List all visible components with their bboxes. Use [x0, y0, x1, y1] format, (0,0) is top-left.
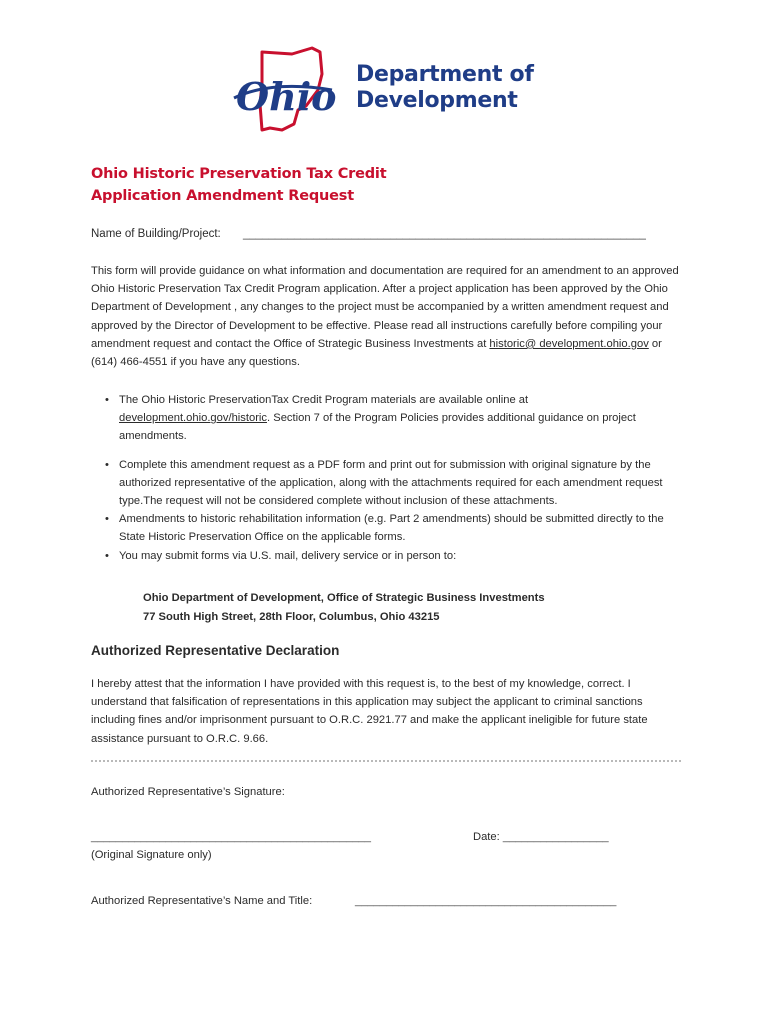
- ohio-state-outline-icon: [232, 44, 352, 136]
- name-title-label: Authorized Representative’s Name and Title:: [91, 895, 313, 907]
- contact-email-link[interactable]: historic@ development.ohio.gov: [489, 337, 649, 350]
- title-line-2: Application Amendment Request: [91, 188, 354, 204]
- date-label: Date:: [473, 831, 503, 843]
- date-field[interactable]: _________________: [502, 831, 609, 843]
- program-materials-link[interactable]: development.ohio.gov/historic: [119, 412, 268, 425]
- date-row: [473, 831, 609, 843]
- department-line-1: Department of: [356, 62, 534, 87]
- declaration-text: I hereby attest that the information I have provided with this request is, to the best of my knowledge, correct. I understand that falsification of representations in this application may subject the applicant to criminal sanctions including fines and/or imprisonment pursuant to O.R.C. 2921.77 and make the applicant ineligible for future state assistance pursuant to O.R.C. 9.66.: [91, 678, 648, 745]
- bullet-icon: •: [105, 394, 109, 406]
- signature-label: Authorized Representative’s Signature:: [91, 786, 285, 798]
- list-item: • You may submit forms via U.S. mail, delivery service or in person to:: [105, 547, 675, 565]
- declaration-heading: Authorized Representative Declaration: [91, 643, 340, 658]
- title-line-1: Ohio Historic Preservation Tax Credit: [91, 166, 387, 182]
- list-item: • Amendments to historic rehabilitation information (e.g. Part 2 amendments) should be submitted directly to the State Historic Preservation Office on the applicable forms.: [105, 510, 675, 546]
- building-name-label: Name of Building/Project:: [91, 228, 221, 240]
- form-title: [91, 163, 386, 207]
- bullet-icon: •: [105, 549, 109, 562]
- intro-paragraph: [91, 262, 686, 371]
- mailing-address: [143, 589, 545, 627]
- address-line-2: 77 South High Street, 28th Floor, Columbus, Ohio 43215: [143, 611, 440, 623]
- list-item: • Complete this amendment request as a PDF form and print out for submission with original signature by the authorized representative of the application, along with the attachments required for each amendment request type.The request will not be considered complete without inclusion of these attachments.: [105, 456, 675, 511]
- bullet-icon: •: [105, 458, 109, 471]
- intro-text-end: or (614) 466-4551 if you have any questions.: [91, 337, 662, 369]
- bullet-icon: •: [105, 513, 109, 526]
- original-signature-note: (Original Signature only): [91, 849, 212, 861]
- ohio-logo-word: Ohio: [236, 74, 337, 119]
- section-divider: [91, 760, 681, 762]
- department-line-2: Development: [356, 88, 518, 113]
- signature-field[interactable]: _____________________________________________: [91, 831, 371, 843]
- list-item: • The Ohio Historic PreservationTax Credit Program materials are available online at development.ohio.gov/historic. Section 7 of the Program Policies provides additional guidance on project amendments.: [105, 391, 675, 446]
- ohio-development-logo: [232, 44, 542, 136]
- instruction-list: [105, 391, 675, 565]
- address-line-1: Ohio Department of Development, Office of Strategic Business Investments: [143, 592, 545, 604]
- name-title-field[interactable]: __________________________________________: [355, 895, 617, 907]
- intro-text: This form will provide guidance on what information and documentation are required for an amendment to an approved Ohio Historic Preservation Tax Credit Program application. After a project application has been approved by the Ohio Department of Development , any changes to the project must be accompanied by a written amendment request and approved by the Director of Development to be effective. Please read all instructions carefully before compiling your amendment request and contact the Office of Strategic Business Investments at: [91, 265, 679, 350]
- building-name-field[interactable]: _______________________________________________________________: [243, 228, 646, 240]
